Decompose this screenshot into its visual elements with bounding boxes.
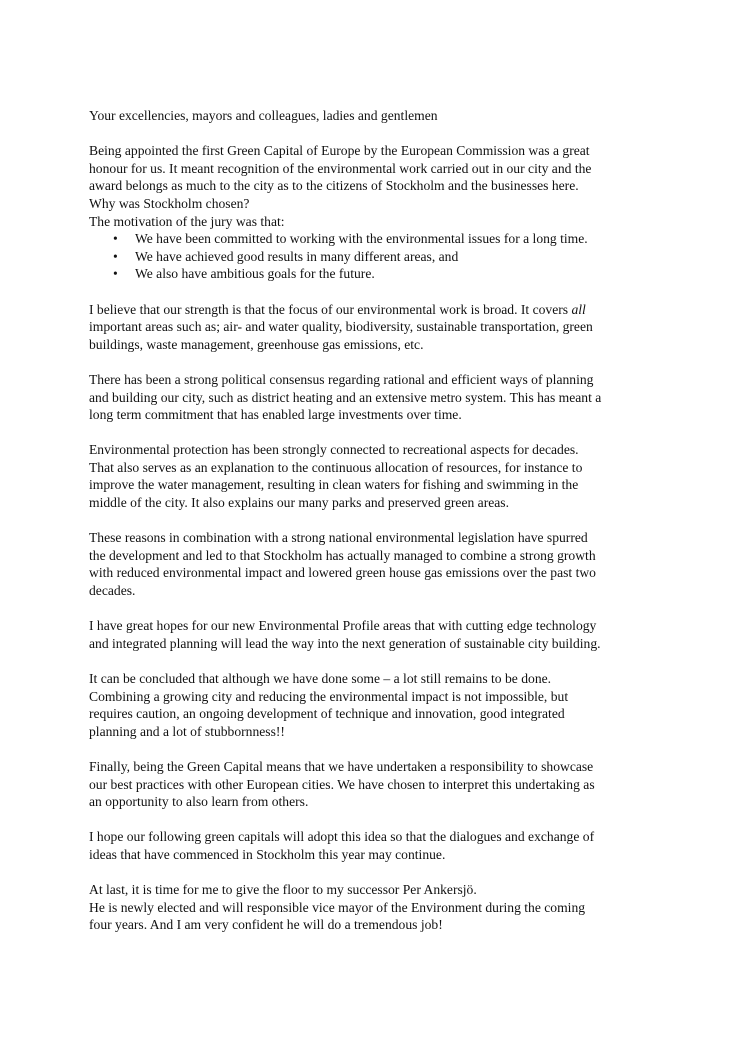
text-line: and building our city, such as district heating and an extensive metro system. This has meant a — [89, 389, 602, 405]
text-line: There has been a strong political consensus regarding rational and efficient ways of planning — [89, 371, 594, 387]
text-line: It can be concluded that although we have done some – a lot still remains to be done. — [89, 671, 552, 686]
text-line: four years. And I am very confident he will do a tremendous job! — [89, 917, 443, 933]
text-line: Environmental protection has been strongly connected to recreational aspects for decades. — [89, 442, 579, 458]
text-line: honour for us. It meant recognition of the environmental work carried out in our city and the — [89, 160, 592, 176]
text-line: At last, it is time for me to give the floor to my successor Per Ankersjö. — [89, 882, 477, 898]
paragraph-strength — [89, 301, 661, 354]
text-line: middle of the city. It also explains our many parks and preserved green areas. — [89, 495, 509, 511]
paragraph-following-capitals — [89, 828, 661, 863]
paragraph-gap — [89, 740, 661, 758]
text-line: Combining a growing city and reducing the environmental impact is not impossible, but — [89, 688, 569, 704]
paragraph-gap — [89, 125, 661, 143]
text-line: award belongs as much to the city as to the citizens of Stockholm and the businesses here. — [89, 178, 579, 194]
paragraph-responsibility — [89, 758, 661, 811]
paragraph-green-capital — [89, 142, 661, 230]
text-line: and integrated planning will lead the way into the next generation of sustainable city building. — [89, 635, 601, 651]
paragraph-gap — [89, 864, 661, 882]
paragraph-gap — [89, 353, 661, 371]
bullet-icon: • — [113, 231, 118, 247]
paragraph-reasons — [89, 529, 661, 599]
text-line: I have great hopes for our new Environmental Profile areas that with cutting edge technology — [89, 618, 597, 634]
paragraph-gap — [89, 512, 661, 530]
text-line: ideas that have commenced in Stockholm this year may continue. — [89, 846, 446, 862]
text-line: improve the water management, resulting in clean waters for fishing and swimming in the — [89, 477, 579, 493]
list-item-text: We also have ambitious goals for the future. — [135, 266, 375, 282]
text-line: an opportunity to also learn from others. — [89, 794, 309, 810]
paragraph-gap — [89, 652, 661, 670]
text-line: These reasons in combination with a strong national environmental legislation have spurred — [89, 530, 588, 546]
text-line: That also serves as an explanation to the continuous allocation of resources, for instance to — [89, 459, 583, 475]
paragraph-gap — [89, 424, 661, 442]
text-line: requires caution, an ongoing development of technique and innovation, good integrated — [89, 706, 565, 722]
text-line: our best practices with other European cities. We have chosen to interpret this undertaking as — [89, 776, 595, 792]
paragraph-consensus — [89, 371, 661, 424]
list-item — [89, 230, 661, 248]
paragraph-protection — [89, 441, 661, 511]
text-line: Why was Stockholm chosen? — [89, 195, 250, 211]
text-line: planning and a lot of stubbornness!! — [89, 723, 285, 739]
text-line: the development and led to that Stockholm has actually managed to combine a strong growth — [89, 547, 596, 563]
paragraph-conclusion — [89, 670, 661, 740]
jury-motivation-list — [89, 230, 661, 283]
salutation: Your excellencies, mayors and colleagues, ladies and gentlemen — [89, 108, 438, 123]
list-item — [89, 248, 661, 266]
bullet-icon: • — [113, 248, 118, 264]
text-line: long term commitment that has enabled large investments over time. — [89, 407, 462, 423]
paragraph-successor — [89, 881, 661, 934]
paragraph-gap — [89, 600, 661, 618]
bullet-icon: • — [113, 266, 118, 282]
paragraph-hopes — [89, 617, 661, 652]
text-line — [89, 301, 661, 319]
paragraph-gap — [89, 811, 661, 829]
list-item — [89, 265, 661, 283]
list-item-text: We have achieved good results in many different areas, and — [135, 248, 459, 264]
paragraph-gap — [89, 283, 661, 301]
text-line: Being appointed the first Green Capital of Europe by the European Commission was a great — [89, 143, 590, 159]
text-line: important areas such as; air- and water quality, biodiversity, sustainable transportation, green — [89, 319, 593, 335]
emphasis-all: all — [571, 301, 586, 317]
text-line: He is newly elected and will responsible vice mayor of the Environment during the coming — [89, 899, 586, 915]
text-line: buildings, waste management, greenhouse gas emissions, etc. — [89, 336, 424, 352]
text-line: The motivation of the jury was that: — [89, 213, 285, 229]
list-item-text: We have been committed to working with the environmental issues for a long time. — [135, 231, 588, 247]
text-line: with reduced environmental impact and lowered green house gas emissions over the past two — [89, 565, 596, 581]
document-page — [89, 107, 661, 934]
text-line: Finally, being the Green Capital means that we have undertaken a responsibility to showcase — [89, 758, 594, 774]
text-line: decades. — [89, 583, 136, 599]
text-span: I believe that our strength is that the focus of our environmental work is broad. It covers — [89, 301, 572, 317]
text-line: I hope our following green capitals will adopt this idea so that the dialogues and exchange of — [89, 829, 595, 845]
